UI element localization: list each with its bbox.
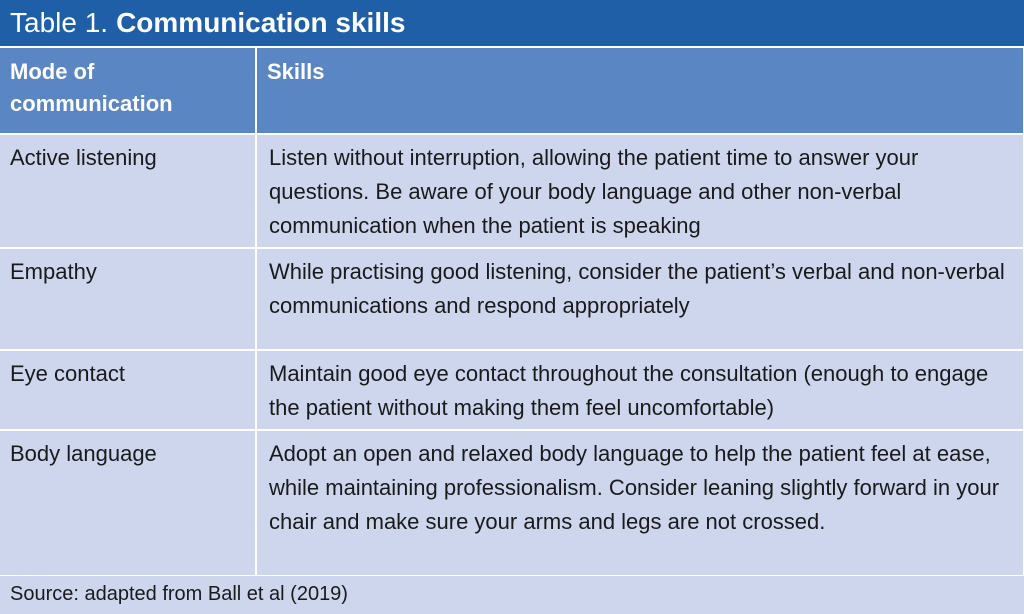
skills-cell: While practising good listening, consider the patient’s verbal and non-verbal communications and respond appropriately	[256, 248, 1024, 350]
mode-cell: Eye contact	[0, 350, 256, 430]
skills-cell: Adopt an open and relaxed body language to help the patient feel at ease, while maintaining professionalism. Consider leaning slightly forward in your chair and make sure your arms and legs are not crossed.	[256, 430, 1024, 576]
skills-cell: Listen without interruption, allowing the patient time to answer your questions. Be aware of your body language and other non-verbal communication when the patient is speaking	[256, 134, 1024, 248]
table-row	[0, 430, 1024, 576]
column-header-skills: Skills	[256, 48, 1024, 134]
mode-cell: Active listening	[0, 134, 256, 248]
table-number: Table 1.	[10, 7, 109, 38]
mode-cell: Body language	[0, 430, 256, 576]
table-row	[0, 248, 1024, 350]
source-note: Source: adapted from Ball et al (2019)	[0, 576, 1024, 614]
table-title	[0, 0, 1024, 48]
communication-skills-table	[0, 48, 1024, 577]
column-header-mode: Mode of communication	[0, 48, 256, 134]
table-title-text: Communication skills	[116, 7, 406, 38]
table-row	[0, 350, 1024, 430]
mode-cell: Empathy	[0, 248, 256, 350]
skills-cell: Maintain good eye contact throughout the consultation (enough to engage the patient without making them feel uncomfortable)	[256, 350, 1024, 430]
table-row	[0, 134, 1024, 248]
table-header-row	[0, 48, 1024, 134]
